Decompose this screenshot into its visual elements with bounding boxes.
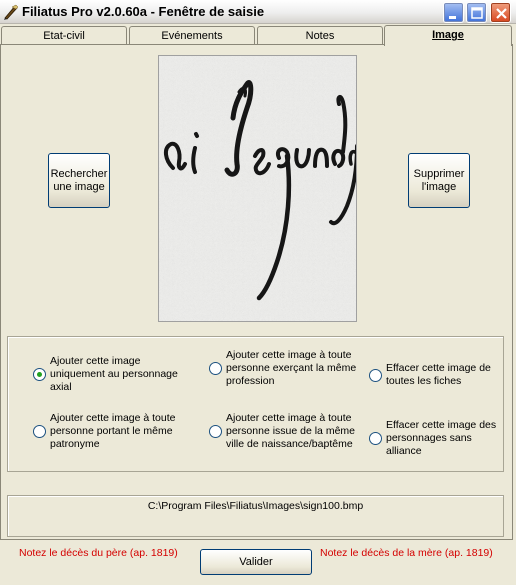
validate-button[interactable]: Valider [200, 549, 312, 575]
window-title: Filiatus Pro v2.0.60a - Fenêtre de saisie [22, 4, 265, 19]
option-erase-no-alliance[interactable] [369, 419, 505, 458]
close-icon [491, 3, 512, 24]
app-logo-icon [3, 4, 19, 20]
option-same-profession-label: Ajouter cette image à toute personne exerçant la même profession [226, 349, 357, 387]
image-path-display [7, 495, 504, 537]
option-same-profession[interactable] [209, 349, 359, 388]
option-erase-no-alliance-label: Effacer cette image des personnages sans alliance [386, 419, 497, 457]
close-button[interactable] [490, 2, 511, 23]
option-axial-only[interactable] [33, 355, 193, 394]
option-same-surname-radio[interactable] [33, 425, 46, 438]
tab-etat-civil[interactable]: Etat-civil [1, 26, 127, 45]
tab-notes[interactable]: Notes [257, 26, 383, 45]
maximize-button[interactable] [466, 2, 487, 23]
option-erase-no-alliance-radio[interactable] [369, 432, 382, 445]
search-image-label-line1: Rechercher [50, 167, 108, 180]
option-same-profession-radio[interactable] [209, 362, 222, 375]
tab-image[interactable]: Image [384, 25, 512, 46]
maximize-icon [467, 3, 488, 24]
minimize-button[interactable] [443, 2, 464, 23]
tab-strip [0, 25, 516, 45]
search-image-label-line2: une image [53, 180, 105, 193]
option-erase-all-radio[interactable] [369, 369, 382, 382]
option-same-surname[interactable] [33, 412, 193, 451]
father-death-note: Notez le décès du père (ap. 1819) [19, 547, 178, 559]
mother-death-note: Notez le décès de la mère (ap. 1819) [320, 547, 493, 559]
option-same-birthplace-radio[interactable] [209, 425, 222, 438]
image-path-text: C:\Program Files\Filiatus\Images\sign100.bmp [147, 500, 364, 512]
option-same-birthplace[interactable] [209, 412, 359, 451]
option-erase-all-label: Effacer cette image de toutes les fiches [386, 362, 491, 387]
option-same-birthplace-label: Ajouter cette image à toute personne issue de la même ville de naissance/baptême [226, 412, 355, 450]
option-same-surname-label: Ajouter cette image à toute personne portant le même patronyme [50, 412, 176, 450]
option-axial-only-label: Ajouter cette image uniquement au personnage axial [50, 355, 178, 393]
minimize-icon [444, 3, 465, 24]
option-axial-only-radio[interactable] [33, 368, 46, 381]
search-image-button[interactable] [48, 153, 110, 208]
delete-image-label-line1: Supprimer [413, 167, 465, 180]
tab-evenements[interactable]: Evénements [129, 26, 255, 45]
delete-image-label-line2: l'image [421, 180, 457, 193]
option-erase-all[interactable] [369, 362, 505, 388]
delete-image-button[interactable] [408, 153, 470, 208]
title-bar[interactable] [0, 0, 516, 24]
handwritten-signature-drawing [159, 56, 357, 322]
signature-image [158, 55, 357, 322]
